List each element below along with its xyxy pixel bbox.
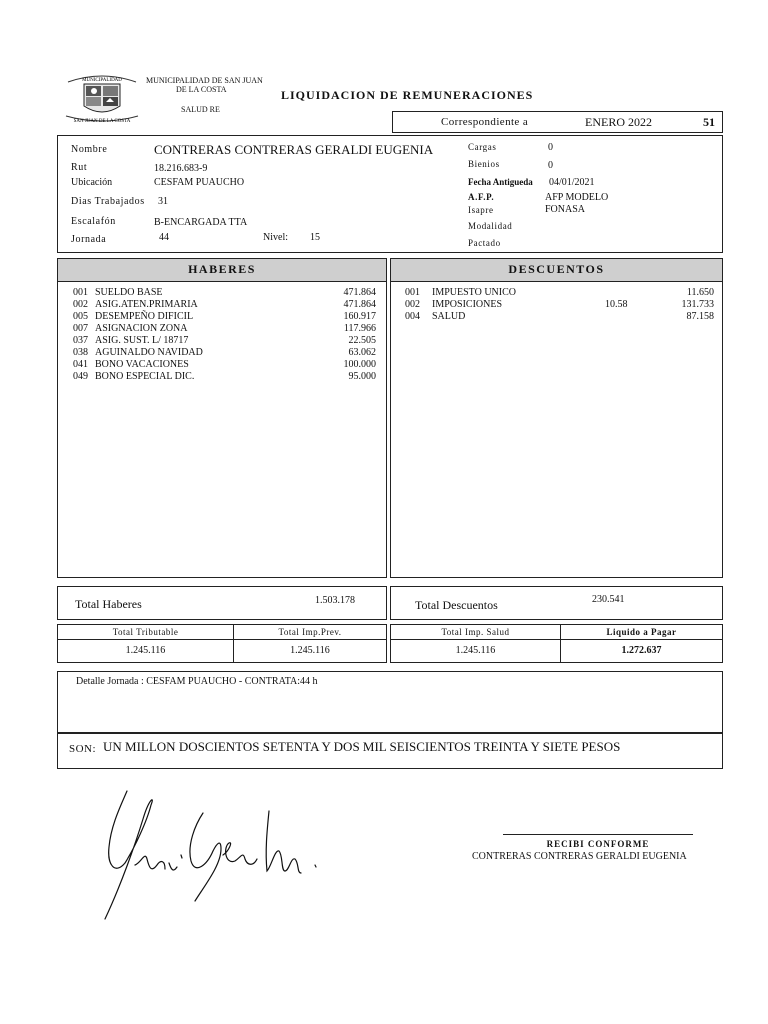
detalle-jornada-text: Detalle Jornada : CESFAM PUAUCHO - CONTRATA:44 h [76,676,318,687]
afp-value: AFP MODELO [545,192,609,203]
total-haberes-label: Total Haberes [75,597,142,611]
haberes-code: 005 [73,311,88,322]
recibi-conforme-label: RECIBI CONFORME [546,839,650,849]
jornada-label: Jornada [71,234,107,245]
haberes-amount: 63.062 [348,347,376,358]
haberes-code: 007 [73,323,88,334]
org-name-line2: DE LA COSTA [176,85,227,94]
haberes-code: 037 [73,335,88,346]
amount-in-words-box [57,733,723,769]
employee-info-box [57,135,723,253]
haberes-description: DESEMPEÑO DIFICIL [95,311,194,322]
haberes-code: 001 [73,287,88,298]
haberes-code: 002 [73,299,88,310]
antiguedad-value: 04/01/2021 [549,177,595,188]
descuentos-row [391,299,722,311]
haberes-row [58,311,386,323]
escalafon-label: Escalafón [71,216,116,227]
son-label: SON: [69,743,97,755]
antiguedad-label: Fecha Antigueda [468,177,533,187]
haberes-code: 038 [73,347,88,358]
haberes-description: SUELDO BASE [95,287,163,298]
haberes-code: 049 [73,371,88,382]
haberes-description: ASIGNACION ZONA [95,323,188,334]
descuentos-description: IMPUESTO UNICO [432,287,516,298]
tax-summary-right [390,624,723,663]
haberes-row [58,299,386,311]
descuentos-amount: 131.733 [681,299,714,310]
liquido-a-pagar-value: 1.272.637 [621,645,662,656]
total-tributable-label: Total Tributable [58,625,234,640]
descuentos-rate: 10.58 [605,299,628,310]
haberes-code: 041 [73,359,88,370]
descuentos-code: 002 [405,299,420,310]
total-imp-salud-label: Total Imp. Salud [391,625,561,640]
bienios-value: 0 [548,160,553,171]
days-label: Dias Trabajados [71,196,145,207]
isapre-label: Isapre [468,205,494,215]
nivel-value: 15 [310,232,320,243]
descuentos-panel [390,258,723,578]
total-imp-prev-value: 1.245.116 [290,645,330,656]
days-worked: 31 [158,196,168,207]
employee-location: CESFAM PUAUCHO [154,177,245,188]
cargas-label: Cargas [468,142,497,152]
descuentos-row [391,287,722,299]
total-tributable-value: 1.245.116 [58,640,234,662]
amount-in-words: UN MILLON DOSCIENTOS SETENTA Y DOS MIL SEISCIENTOS TREINTA Y SIETE PESOS [103,739,621,754]
isapre-value: FONASA [545,204,586,215]
haberes-title: HABERES [58,259,386,282]
nivel-label: Nivel: [263,232,288,243]
haberes-row [58,371,386,383]
document-number: 51 [703,115,715,129]
modalidad-label: Modalidad [468,221,513,231]
recipient-name: CONTRERAS CONTRERAS GERALDI EUGENIA [472,851,687,862]
pactado-label: Pactado [468,238,501,248]
svg-text:MUNICIPALIDAD: MUNICIPALIDAD [82,78,122,83]
rut-label: Rut [71,162,88,173]
haberes-description: BONO VACACIONES [95,359,189,370]
jornada-value: 44 [159,232,169,243]
descuentos-description: IMPOSICIONES [432,299,503,310]
org-name-line3: SALUD RE [181,105,220,114]
org-name-line1: MUNICIPALIDAD DE SAN JUAN [146,76,263,85]
haberes-description: AGUINALDO NAVIDAD [95,347,203,358]
detalle-jornada-box [57,671,723,733]
haberes-amount: 160.917 [343,311,376,322]
haberes-row [58,287,386,299]
municipal-logo [62,72,142,124]
descuentos-row [391,311,722,323]
descuentos-amount: 11.650 [686,287,714,298]
haberes-amount: 471.864 [343,287,376,298]
period-box [392,111,723,133]
haberes-description: BONO ESPECIAL DIC. [95,371,195,382]
liquido-a-pagar-label: Liquido a Pagar [561,625,722,640]
descuentos-description: SALUD [432,311,466,322]
total-imp-salud-value: 1.245.116 [391,640,561,662]
signature-line [503,834,693,835]
total-descuentos-label: Total Descuentos [415,598,498,612]
haberes-row [58,335,386,347]
descuentos-code: 001 [405,287,420,298]
name-label: Nombre [71,144,108,155]
total-descuentos-box [390,586,723,620]
cargas-value: 0 [548,142,553,153]
haberes-amount: 95.000 [348,371,376,382]
descuentos-title: DESCUENTOS [391,259,722,282]
haberes-amount: 117.966 [343,323,376,334]
handwritten-signature [95,785,335,925]
haberes-row [58,347,386,359]
haberes-description: ASIG. SUST. L/ 18717 [95,335,189,346]
total-descuentos-value: 230.541 [592,594,625,605]
svg-text:SAN JUAN DE LA COSTA: SAN JUAN DE LA COSTA [73,119,131,124]
bienios-label: Bienios [468,159,500,169]
haberes-description: ASIG.ATEN.PRIMARIA [95,299,198,310]
employee-name: CONTRERAS CONTRERAS GERALDI EUGENIA [154,142,434,157]
haberes-amount: 100.000 [343,359,376,370]
afp-label: A.F.P. [468,192,495,202]
descuentos-amount: 87.158 [686,311,714,322]
employee-rut: 18.216.683-9 [154,163,208,174]
haberes-row [58,359,386,371]
period-value: ENERO 2022 [585,115,652,129]
document-title: LIQUIDACION DE REMUNERACIONES [281,88,534,102]
haberes-panel [57,258,387,578]
haberes-row [58,323,386,335]
descuentos-code: 004 [405,311,420,322]
total-haberes-box [57,586,387,620]
haberes-amount: 471.864 [343,299,376,310]
total-haberes-value: 1.503.178 [315,595,355,606]
haberes-amount: 22.505 [348,335,376,346]
tax-summary-left [57,624,387,663]
total-imp-prev-label: Total Imp.Prev. [234,625,386,640]
escalafon-value: B-ENCARGADA TTA [154,217,248,228]
period-label: Correspondiente a [441,116,529,128]
location-label: Ubicación [71,177,113,188]
